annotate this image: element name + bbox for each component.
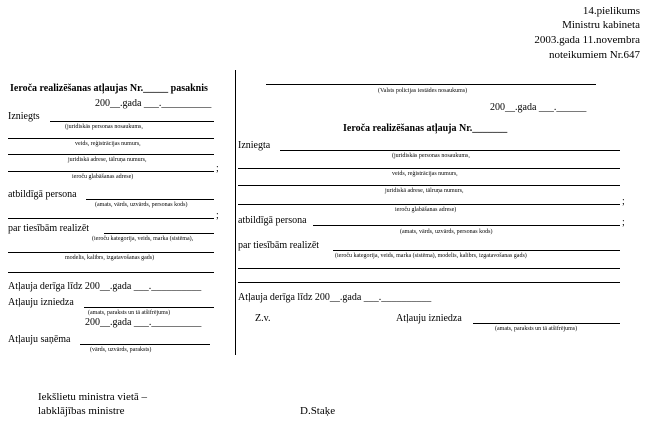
right-caption-storage: ieroču glabāšanas adrese) <box>395 207 457 213</box>
left-caption-resp: (amats, vārds, uzvārds, personas kods) <box>95 202 188 208</box>
left-addr-line[interactable] <box>8 154 214 155</box>
left-recv-line[interactable] <box>80 344 210 345</box>
left-issuer-line[interactable] <box>84 307 214 308</box>
right-model-line[interactable] <box>238 268 620 269</box>
right-valid: Atļauja derīga līdz 200__.gada ___.__________ <box>238 292 432 303</box>
left-semicolon-2: ; <box>216 210 219 221</box>
footer-minister-2: labklājības ministre <box>38 405 125 417</box>
right-caption-category: (ieroču kategorija, veids, marka (sistēma), modelis, kalibrs, izgatavošanas gads) <box>335 253 527 259</box>
right-caption-legal: (juridiskās personas nosaukums, <box>392 153 470 159</box>
left-date: 200__.gada ___.__________ <box>95 98 212 109</box>
right-resp-label: atbildīgā persona <box>238 215 307 226</box>
left-resp-line-2[interactable] <box>8 218 214 219</box>
left-caption-storage: ieroču glabāšanas adrese) <box>72 174 134 180</box>
left-semicolon-1: ; <box>216 163 219 174</box>
right-caption-issuer: (amats, paraksts un tā atšifrējums) <box>495 326 578 332</box>
right-date: 200__.gada ___.______ <box>490 102 587 113</box>
right-addr-line[interactable] <box>238 185 620 186</box>
right-extra-line[interactable] <box>238 282 620 283</box>
left-date-2: 200__.gada ___.__________ <box>85 317 202 328</box>
header-date: 2003.gada 11.novembra <box>534 34 640 46</box>
right-reg-line[interactable] <box>238 168 620 169</box>
right-caption-resp: (amats, vārds, uzvārds, personas kods) <box>400 229 493 235</box>
right-caption-police: (Valsts policijas iestādes nosaukums) <box>378 88 468 94</box>
right-issued-label: Izniegta <box>238 140 271 151</box>
left-issuer-label: Atļauju izniedza <box>8 297 74 308</box>
header-appendix: 14.pielikums <box>582 5 640 17</box>
left-reg-line[interactable] <box>8 138 214 139</box>
right-issuer-line[interactable] <box>473 323 620 324</box>
right-issuer-label: Atļauju izniedza <box>396 313 462 324</box>
right-stamp-label: Z.v. <box>255 313 271 324</box>
left-resp-line[interactable] <box>86 199 214 200</box>
header-cabinet: Ministru kabineta <box>562 19 640 31</box>
footer-minister-1: Iekšlietu ministra vietā – <box>38 391 148 403</box>
header-regulation: noteikumiem Nr.647 <box>548 49 640 61</box>
right-semicolon-2: ; <box>622 217 625 228</box>
right-caption-reg: veids, reģistrācijas numurs, <box>392 171 458 177</box>
left-caption-category: (ieroču kategorija, veids, marka (sistēma), <box>92 236 194 242</box>
left-extra-line[interactable] <box>8 272 214 273</box>
right-right-line[interactable] <box>333 250 620 251</box>
left-title: Ieroča realizēšanas atļaujas Nr._____ pasaknis <box>10 83 208 94</box>
right-issued-line[interactable] <box>280 150 620 151</box>
left-storage-line[interactable] <box>8 171 214 172</box>
left-caption-model: modelis, kalibrs, izgatavošanas gads) <box>65 255 155 261</box>
right-semicolon-1: ; <box>622 196 625 207</box>
left-caption-issuer: (amats, paraksts un tā atšifrējums) <box>88 310 171 316</box>
left-issued-label: Izniegts <box>8 111 40 122</box>
left-valid: Atļauja derīga līdz 200__.gada ___.__________ <box>8 281 202 292</box>
right-title: Ieroča realizēšanas atļauja Nr._______ <box>343 123 508 134</box>
left-issued-line[interactable] <box>50 121 214 122</box>
right-resp-line[interactable] <box>313 225 620 226</box>
left-caption-legal: (juridiskās personas nosaukums, <box>65 124 143 130</box>
right-police-line[interactable] <box>266 84 596 85</box>
right-storage-line[interactable] <box>238 204 620 205</box>
left-right-line[interactable] <box>104 233 214 234</box>
left-right-label: par tiesībām realizēt <box>8 223 90 234</box>
right-caption-addr: juridiskā adrese, tālruņa numurs, <box>385 188 464 194</box>
column-divider <box>235 70 236 355</box>
left-caption-recv: (vārds, uzvārds, paraksts) <box>90 347 152 353</box>
right-right-label: par tiesībām realizēt <box>238 240 320 251</box>
left-recv-label: Atļauju saņēma <box>8 334 71 345</box>
left-model-line[interactable] <box>8 252 214 253</box>
left-resp-label: atbildīgā persona <box>8 189 77 200</box>
footer-signature: D.Staķe <box>300 405 336 417</box>
left-caption-reg: veids, reģistrācijas numurs, <box>75 141 141 147</box>
left-caption-addr: juridiskā adrese, tālruņa numurs, <box>68 157 147 163</box>
